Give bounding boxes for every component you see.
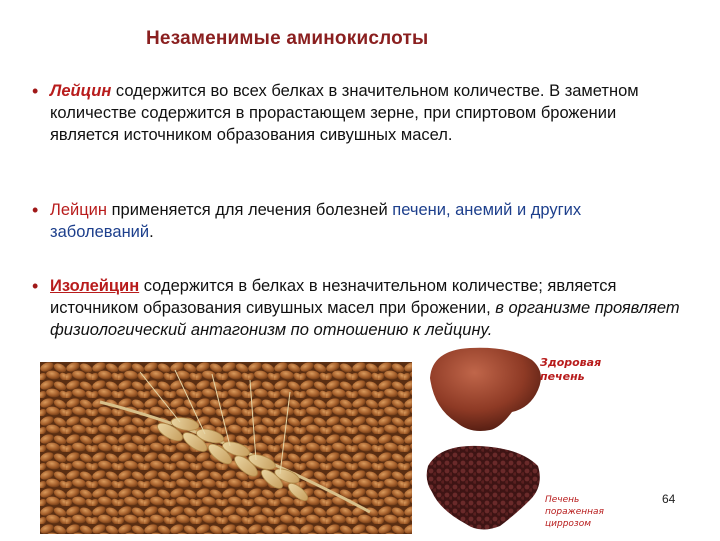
cirrhosis-liver-image xyxy=(420,436,550,536)
slide-title: Незаменимые аминокислоты xyxy=(146,28,429,49)
bullet-dot: • xyxy=(32,276,39,296)
bullet-text xyxy=(50,80,682,146)
healthy-liver-caption: Здоровая печень xyxy=(540,356,602,383)
liver-cirrhosis-icon xyxy=(420,436,550,536)
bullet-leucine-use xyxy=(32,199,682,243)
healthy-liver-image xyxy=(420,338,550,438)
bullet-isoleucine xyxy=(32,275,682,341)
page-number: 64 xyxy=(662,492,676,506)
liver-icon xyxy=(420,338,550,438)
bullet-body: применяется для лечения болезней xyxy=(107,201,393,219)
bullet-end: . xyxy=(149,223,154,241)
diseases-highlight: печени, анемий и других заболеваний xyxy=(50,201,582,241)
term-leucine: Лейцин xyxy=(50,82,112,100)
bullet-italic: в организме проявляет физиологический антагонизм по отношению к лейцину. xyxy=(50,299,680,339)
term-leucine: Лейцин xyxy=(50,201,108,219)
bullet-body: содержится во всех белках в значительном количестве. В заметном количестве содержится в прорастающем зерне, при спиртовом брожении является источником образования сивушных масел. xyxy=(50,82,639,144)
bullet-body: содержится в белках в незначительном количестве; является источником образования сивушных масел при брожении, xyxy=(50,277,617,317)
bullet-dot: • xyxy=(32,81,39,101)
wheat-grains-image xyxy=(40,362,412,534)
bullet-dot: • xyxy=(32,200,39,220)
cirrhosis-liver-caption: Печень пораженная циррозом xyxy=(545,495,604,529)
bullet-text xyxy=(50,199,682,243)
bullet-leucine-content xyxy=(32,80,682,146)
term-isoleucine: Изолейцин xyxy=(50,277,140,295)
wheat-grains-svg xyxy=(40,362,412,534)
bullet-text xyxy=(50,275,682,341)
